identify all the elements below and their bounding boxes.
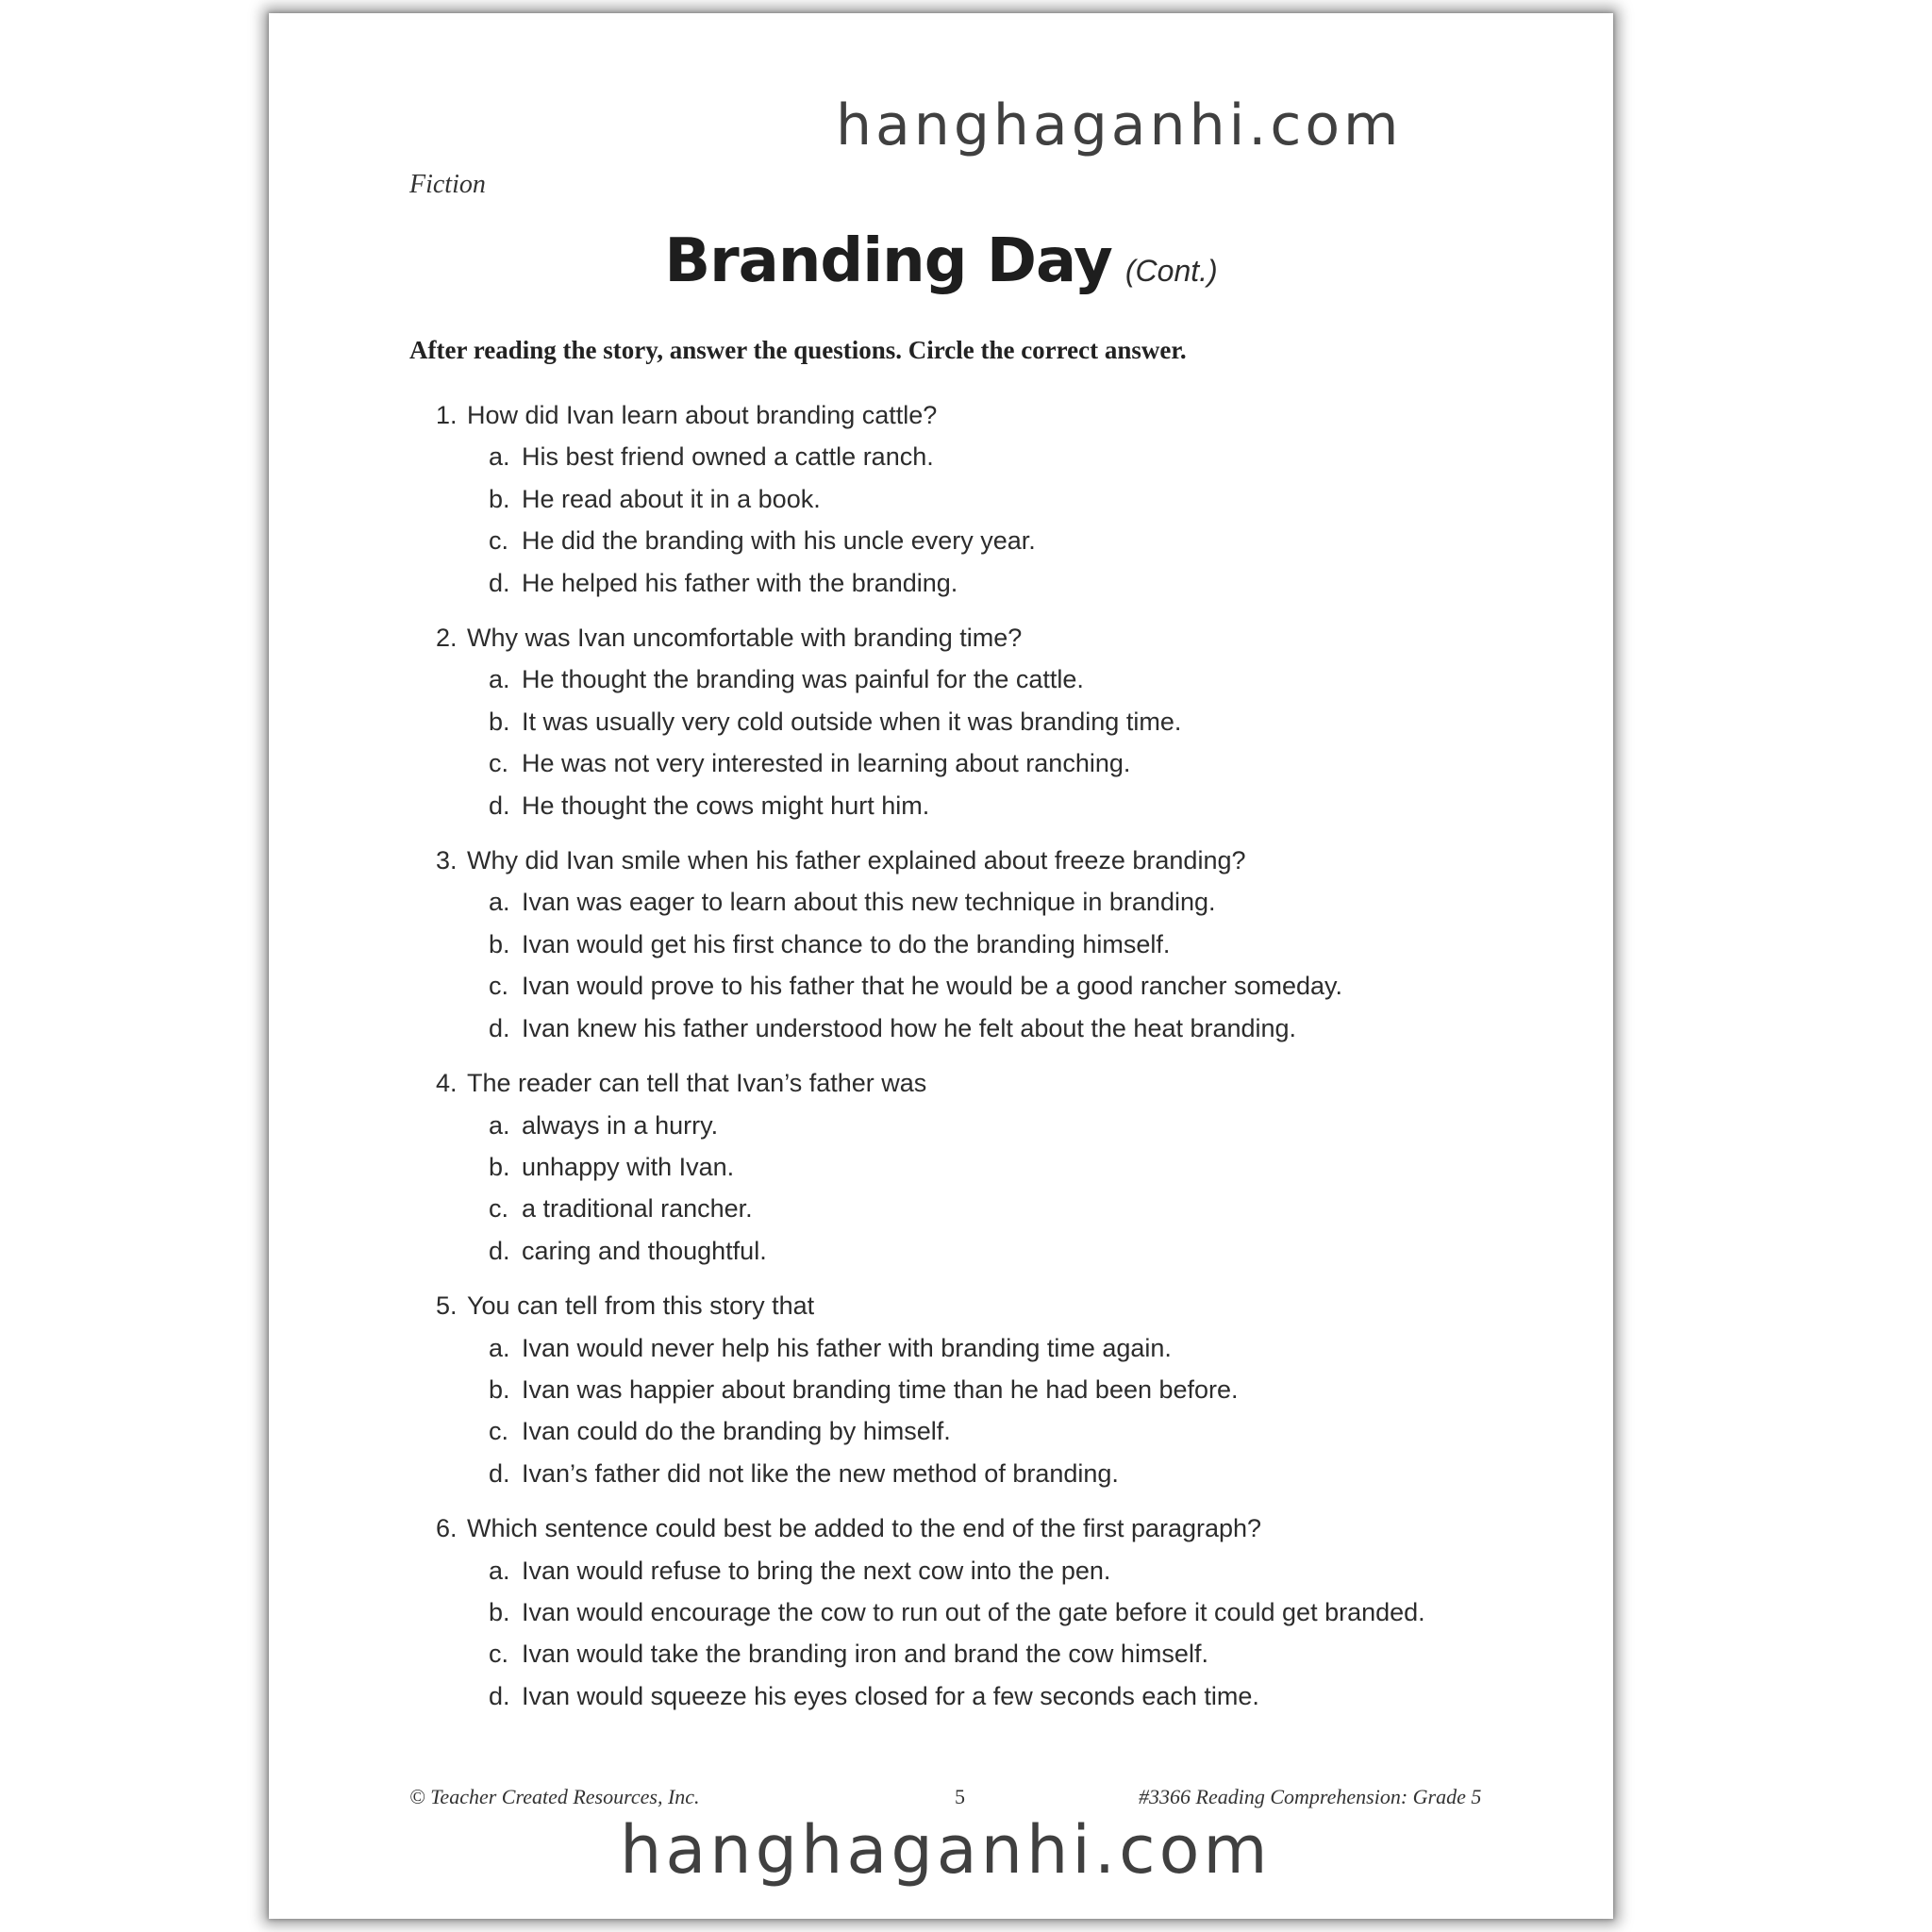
option-letter: d. — [489, 1236, 510, 1265]
answer-option[interactable] — [436, 1410, 1568, 1452]
option-text: He read about it in a book. — [522, 484, 821, 513]
answer-option[interactable] — [436, 742, 1568, 784]
option-letter: d. — [489, 1013, 510, 1042]
option-text: caring and thoughtful. — [522, 1236, 767, 1265]
section-label: Fiction — [409, 170, 486, 199]
answer-option[interactable] — [436, 701, 1568, 742]
question-text — [436, 394, 1568, 436]
option-text: Ivan would take the branding iron and brand the cow himself. — [522, 1640, 1208, 1669]
answer-option[interactable] — [436, 1633, 1568, 1674]
option-letter: d. — [489, 568, 510, 597]
answer-option[interactable] — [436, 1550, 1568, 1591]
page-title: Branding Day — [664, 226, 1112, 296]
question-prompt: How did Ivan learn about branding cattle? — [467, 401, 938, 429]
option-letter: c. — [489, 1417, 509, 1446]
option-letter: c. — [489, 972, 509, 1001]
option-letter: b. — [489, 484, 510, 513]
option-letter: a. — [489, 1556, 510, 1585]
option-letter: a. — [489, 1333, 510, 1362]
option-letter: a. — [489, 1110, 510, 1140]
answer-option[interactable] — [436, 965, 1568, 1007]
question-number: 2. — [436, 624, 458, 653]
option-text: a traditional rancher. — [522, 1194, 753, 1224]
option-letter: b. — [489, 1374, 510, 1404]
option-text: Ivan would squeeze his eyes closed for a few seconds each time. — [522, 1681, 1259, 1710]
question-number: 5. — [436, 1291, 458, 1321]
instructions: After reading the story, answer the questions. Circle the correct answer. — [409, 336, 1187, 364]
option-letter: a. — [489, 442, 510, 472]
answer-option[interactable] — [436, 1146, 1568, 1188]
title-row — [269, 226, 1613, 296]
answer-option[interactable] — [436, 520, 1568, 561]
option-letter: a. — [489, 888, 510, 917]
question-1 — [436, 394, 1568, 604]
answer-option[interactable] — [436, 1230, 1568, 1272]
question-number: 1. — [436, 401, 458, 429]
answer-option[interactable] — [436, 1008, 1568, 1049]
question-text — [436, 840, 1568, 881]
answer-option[interactable] — [436, 881, 1568, 923]
option-text: always in a hurry. — [522, 1110, 719, 1140]
option-text: Ivan would refuse to bring the next cow into the pen. — [522, 1556, 1111, 1585]
answer-option[interactable] — [436, 924, 1568, 965]
option-text: Ivan knew his father understood how he felt about the heat branding. — [522, 1013, 1297, 1042]
option-text: He was not very interested in learning about ranching. — [522, 749, 1131, 778]
answer-option[interactable] — [436, 1453, 1568, 1494]
option-text: Ivan would prove to his father that he would be a good rancher someday. — [522, 972, 1343, 1001]
question-number: 4. — [436, 1069, 458, 1098]
option-text: His best friend owned a cattle ranch. — [522, 442, 934, 472]
option-letter: a. — [489, 665, 510, 694]
question-3 — [436, 840, 1568, 1049]
answer-option[interactable] — [436, 1591, 1568, 1633]
worksheet-page — [269, 13, 1613, 1919]
option-letter: b. — [489, 707, 510, 736]
answer-option[interactable] — [436, 1675, 1568, 1717]
option-text: Ivan could do the branding by himself. — [522, 1417, 951, 1446]
option-letter: b. — [489, 1152, 510, 1181]
option-letter: c. — [489, 1640, 509, 1669]
answer-option[interactable] — [436, 1188, 1568, 1229]
option-letter: c. — [489, 526, 509, 556]
option-letter: d. — [489, 1681, 510, 1710]
page-title-suffix: (Cont.) — [1124, 254, 1218, 288]
option-letter: d. — [489, 1458, 510, 1488]
option-letter: d. — [489, 791, 510, 820]
answer-option[interactable] — [436, 562, 1568, 604]
question-prompt: The reader can tell that Ivan’s father was — [467, 1069, 927, 1098]
question-5 — [436, 1285, 1568, 1494]
question-list — [436, 394, 1568, 1730]
option-text: Ivan was happier about branding time than he had been before. — [522, 1374, 1239, 1404]
option-letter: b. — [489, 929, 510, 958]
watermark-bottom: hanghaganhi.com — [620, 1811, 1272, 1889]
option-letter: c. — [489, 749, 509, 778]
question-4 — [436, 1062, 1568, 1272]
question-text — [436, 1062, 1568, 1104]
question-number: 6. — [436, 1514, 458, 1543]
answer-option[interactable] — [436, 1327, 1568, 1369]
option-text: Ivan would never help his father with branding time again. — [522, 1333, 1172, 1362]
question-prompt: Which sentence could best be added to the end of the first paragraph? — [467, 1514, 1262, 1543]
question-text — [436, 1285, 1568, 1326]
answer-option[interactable] — [436, 658, 1568, 700]
question-6 — [436, 1507, 1568, 1717]
option-letter: c. — [489, 1194, 509, 1224]
option-text: He thought the cows might hurt him. — [522, 791, 930, 820]
question-prompt: Why did Ivan smile when his father explained about freeze branding? — [467, 846, 1246, 875]
answer-option[interactable] — [436, 478, 1568, 520]
answer-option[interactable] — [436, 1105, 1568, 1146]
question-number: 3. — [436, 846, 458, 875]
footer-book-title: #3366 Reading Comprehension: Grade 5 — [1139, 1785, 1482, 1808]
answer-option[interactable] — [436, 1369, 1568, 1410]
option-text: He did the branding with his uncle every year. — [522, 526, 1036, 556]
option-text: Ivan’s father did not like the new method of branding. — [522, 1458, 1119, 1488]
option-text: It was usually very cold outside when it was branding time. — [522, 707, 1182, 736]
footer-copyright: © Teacher Created Resources, Inc. — [409, 1785, 700, 1808]
option-text: Ivan was eager to learn about this new technique in branding. — [522, 888, 1216, 917]
watermark-top: hanghaganhi.com — [836, 92, 1403, 158]
question-2 — [436, 617, 1568, 826]
option-text: He helped his father with the branding. — [522, 568, 958, 597]
answer-option[interactable] — [436, 785, 1568, 826]
footer-page-number: 5 — [955, 1785, 965, 1808]
option-text: Ivan would get his first chance to do the branding himself. — [522, 929, 1171, 958]
option-letter: b. — [489, 1597, 510, 1626]
question-prompt: Why was Ivan uncomfortable with branding time? — [467, 624, 1023, 653]
question-text — [436, 1507, 1568, 1549]
question-prompt: You can tell from this story that — [467, 1291, 815, 1321]
question-text — [436, 617, 1568, 658]
option-text: He thought the branding was painful for the cattle. — [522, 665, 1084, 694]
option-text: Ivan would encourage the cow to run out of the gate before it could get branded. — [522, 1597, 1425, 1626]
answer-option[interactable] — [436, 436, 1568, 477]
option-text: unhappy with Ivan. — [522, 1152, 735, 1181]
